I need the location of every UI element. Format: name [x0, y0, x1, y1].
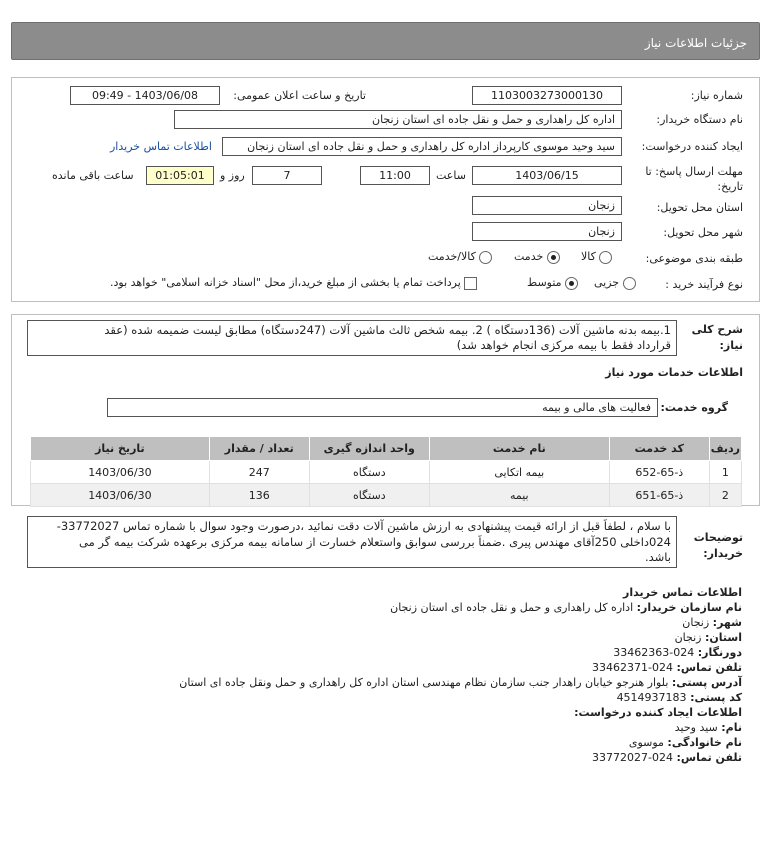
table-header-row — [31, 437, 742, 461]
buyer-contact-link[interactable]: اطلاعات تماس خریدار — [110, 140, 212, 153]
col-need-date: تاریخ نیاز — [31, 437, 210, 461]
need-number-label: شماره نیاز: — [690, 89, 743, 102]
treasury-option[interactable]: پرداخت تمام یا بخشی از مبلغ خرید،از محل "اسناد خزانه اسلامی" خواهد بود. — [110, 276, 477, 290]
service-group-label: گروه خدمت: — [660, 401, 728, 414]
category-label: طبقه بندی موضوعی: — [645, 252, 743, 265]
category-option-service[interactable]: خدمت — [514, 250, 560, 264]
cell-code: ذ-65-652 — [609, 461, 709, 484]
need-number-field: 1103003273000130 — [472, 86, 622, 105]
creator-phone: تلفن تماس: 024-33772027 — [592, 751, 742, 764]
treasury-checkbox[interactable] — [464, 277, 477, 290]
summary-box — [27, 320, 677, 356]
contact-heading: اطلاعات تماس خریدار — [622, 586, 742, 599]
process-option-medium[interactable]: متوسط — [527, 276, 578, 290]
buyer-notes-label-buyer: خریدار: — [703, 547, 743, 560]
category-option-goods[interactable]: کالا — [581, 250, 612, 264]
radio-minor[interactable] — [623, 277, 636, 290]
cell-date: 1403/06/30 — [31, 461, 210, 484]
deadline-date-field: 1403/06/15 — [472, 166, 622, 185]
contact-postal: کد پستی: 4514937183 — [616, 691, 742, 704]
summary-label-need: نیاز: — [719, 339, 743, 352]
deadline-time-label: ساعت — [436, 169, 466, 182]
city-field: زنجان — [472, 222, 622, 241]
contact-province: استان: زنجان — [674, 631, 742, 644]
cell-row: 2 — [709, 484, 741, 507]
col-quantity: تعداد / مقدار — [209, 437, 309, 461]
process-option-minor[interactable]: جزیی — [594, 276, 636, 290]
cell-unit: دستگاه — [309, 484, 429, 507]
summary-label: شرح کلی — [691, 323, 743, 336]
creator-field: سید وحید موسوی کارپرداز اداره کل راهداری و حمل و نقل جاده ای استان زنجان — [222, 137, 622, 156]
buyer-notes-box — [27, 516, 677, 568]
creator-heading: اطلاعات ایجاد کننده درخواست: — [574, 706, 742, 719]
creator-label: ایجاد کننده درخواست: — [641, 140, 743, 153]
contact-phone: تلفن تماس: 024-33462371 — [592, 661, 742, 674]
contact-fax: دورنگار: 024-33462363 — [613, 646, 742, 659]
cell-unit: دستگاه — [309, 461, 429, 484]
creator-name: نام: سید وحید — [674, 721, 742, 734]
contact-address: آدرس پستی: بلوار هنرجو خیابان راهدار جنب سازمان نظام مهندسی استان اداره کل راهداری و حمل ونقل جاده ای استان — [179, 676, 742, 689]
buyer-notes-label: توضیحات — [693, 531, 743, 544]
services-heading: اطلاعات خدمات مورد نیاز — [605, 366, 743, 379]
process-label: نوع فرآیند خرید : — [665, 278, 743, 291]
days-label: روز و — [220, 169, 245, 182]
deadline-label-date: تاریخ: — [717, 180, 743, 193]
buyer-notes-line2: 024داخلی 250آقای مهندس پیری .ضمناً بررسی سوابق واستعلام خسارت از سامانه بیمه مرکزی برعهده شرکت بیمه گر می — [79, 534, 671, 549]
days-field: 7 — [252, 166, 322, 185]
cell-code: ذ-65-651 — [609, 484, 709, 507]
contact-org: نام سازمان خریدار: اداره کل راهداری و حمل و نقل جاده ای استان زنجان — [390, 601, 742, 614]
announce-field: 1403/06/08 - 09:49 — [70, 86, 220, 105]
buyer-notes-line1: با سلام ، لطفاً قبل از ارائه قیمت پیشنهادی به ارزش ماشین آلات دقت نمائید ،درصورت وجود سوال با شماره تماس 33772027- — [56, 519, 671, 533]
category-option-goods-service[interactable]: کالا/خدمت — [428, 250, 492, 264]
creator-family: نام خانوادگی: موسوی — [628, 736, 742, 749]
buyer-label: نام دستگاه خریدار: — [656, 113, 743, 126]
remaining-time-field: 01:05:01 — [146, 166, 214, 185]
summary-text-line1: 1.بیمه بدنه ماشین آلات (136دستگاه ) 2. بیمه شخص ثالث ماشین آلات (247دستگاه) مطابق لیست ضمیمه شده (عقد — [104, 323, 671, 337]
announce-label: تاریخ و ساعت اعلان عمومی: — [233, 89, 366, 102]
buyer-field: اداره کل راهداری و حمل و نقل جاده ای استان زنجان — [174, 110, 622, 129]
province-label: استان محل تحویل: — [656, 201, 743, 214]
city-label: شهر محل تحویل: — [663, 226, 743, 239]
radio-goods[interactable] — [599, 251, 612, 264]
radio-service[interactable] — [547, 251, 560, 264]
col-service-name: نام خدمت — [429, 437, 609, 461]
service-group-field: فعالیت های مالی و بیمه — [107, 398, 658, 417]
table-row — [31, 484, 742, 507]
radio-goods-service[interactable] — [479, 251, 492, 264]
deadline-label: مهلت ارسال پاسخ: تا — [645, 165, 743, 178]
province-field: زنجان — [472, 196, 622, 215]
page-title: جزئیات اطلاعات نیاز — [11, 22, 760, 60]
radio-medium[interactable] — [565, 277, 578, 290]
col-unit: واحد اندازه گیری — [309, 437, 429, 461]
buyer-notes-line3: باشد. — [644, 550, 671, 564]
services-table — [30, 436, 742, 507]
remaining-label: ساعت باقی مانده — [52, 169, 134, 182]
cell-name: بیمه — [429, 484, 609, 507]
cell-name: بیمه اتکایی — [429, 461, 609, 484]
table-row — [31, 461, 742, 484]
cell-date: 1403/06/30 — [31, 484, 210, 507]
cell-row: 1 — [709, 461, 741, 484]
cell-qty: 136 — [209, 484, 309, 507]
col-row-number: ردیف — [709, 437, 741, 461]
deadline-time-field: 11:00 — [360, 166, 430, 185]
contact-city: شهر: زنجان — [682, 616, 742, 629]
summary-text-line2: قرارداد فقط با بیمه مرکزی انجام خواهد شد) — [456, 338, 671, 352]
col-service-code: کد خدمت — [609, 437, 709, 461]
cell-qty: 247 — [209, 461, 309, 484]
